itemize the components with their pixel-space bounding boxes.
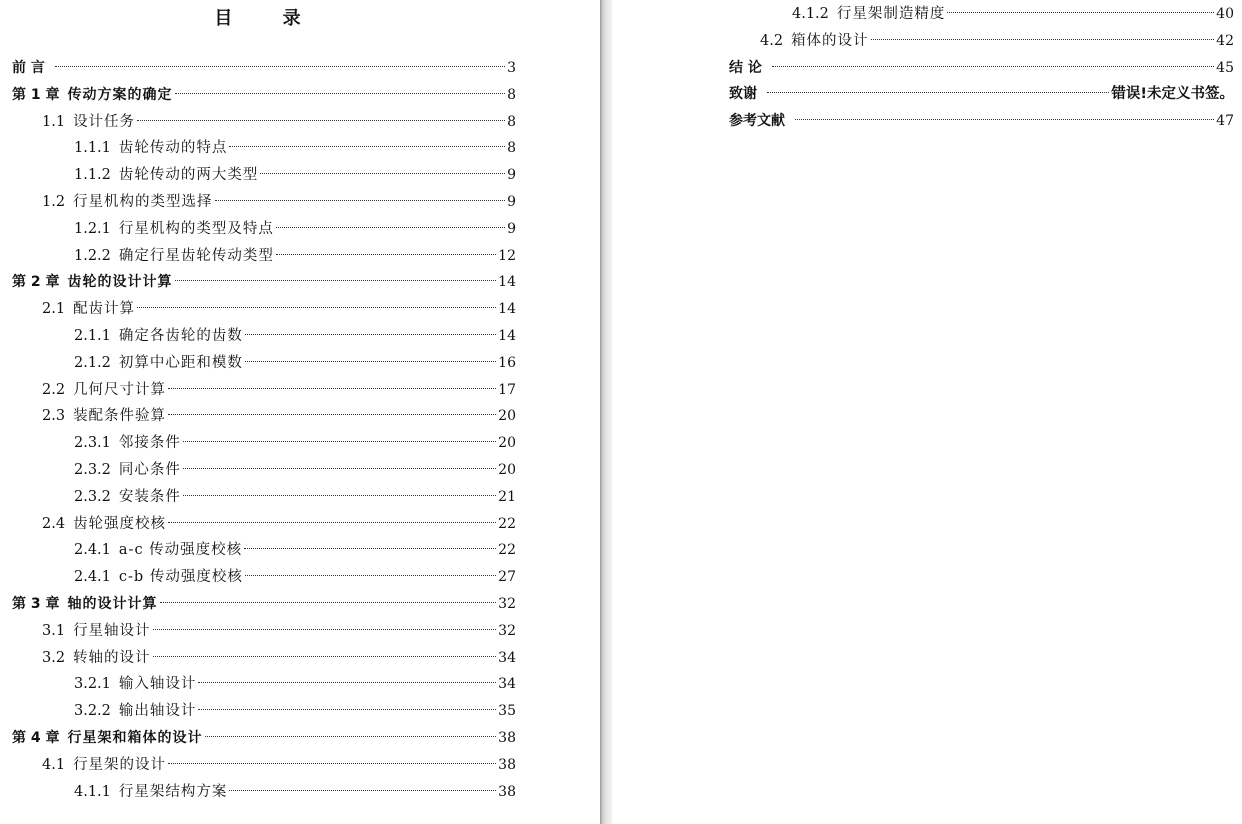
toc-dot-leader xyxy=(772,66,1214,67)
toc-entry-title: 确定行星齿轮传动类型 xyxy=(118,247,274,264)
toc-entry[interactable] xyxy=(12,109,516,136)
toc-entry-number: 2.3.1 xyxy=(74,435,111,452)
toc-dot-leader xyxy=(175,93,506,94)
toc-dot-leader xyxy=(245,334,496,335)
toc-entry-number: 2.2 xyxy=(42,381,66,398)
toc-page-number: 22 xyxy=(498,542,516,559)
toc-page-number: 17 xyxy=(498,381,516,398)
toc-page-number: 20 xyxy=(498,435,516,452)
toc-entry-title: a-c 传动强度校核 xyxy=(118,542,243,559)
toc-entry-title: 轴的设计计算 xyxy=(67,595,158,612)
toc-page-number: 21 xyxy=(498,488,516,505)
toc-page-number: 35 xyxy=(498,703,516,720)
toc-dot-leader xyxy=(795,119,1214,120)
toc-page-number: 14 xyxy=(498,327,516,344)
toc-dot-leader xyxy=(215,200,506,201)
toc-dot-leader xyxy=(137,120,505,121)
toc-entry-title: 行星架结构方案 xyxy=(118,783,228,800)
toc-entry-number: 1.2.1 xyxy=(74,220,111,237)
toc-entry[interactable] xyxy=(12,618,516,645)
toc-page-number: 38 xyxy=(498,729,516,746)
toc-page-number: 8 xyxy=(507,86,516,103)
toc-page-number: 34 xyxy=(498,676,516,693)
toc-entry-title: 箱体的设计 xyxy=(791,32,869,49)
toc-entry-title: 行星架和箱体的设计 xyxy=(67,729,203,746)
toc-entry[interactable] xyxy=(12,511,516,538)
toc-dot-leader xyxy=(245,575,496,576)
toc-entry[interactable] xyxy=(12,269,516,296)
toc-entry-title: 转轴的设计 xyxy=(73,649,151,666)
toc-entry-title: 行星架的设计 xyxy=(73,756,167,773)
toc-dot-leader xyxy=(276,254,496,255)
toc-dot-leader xyxy=(175,280,497,281)
toc-dot-leader xyxy=(229,146,505,147)
toc-entry[interactable] xyxy=(12,564,516,591)
toc-list-left xyxy=(12,55,516,805)
toc-entry-title: 邻接条件 xyxy=(118,435,181,452)
toc-entry-number: 4.1.1 xyxy=(74,783,111,800)
toc-entry-title: 齿轮的设计计算 xyxy=(67,274,173,291)
toc-entry[interactable] xyxy=(729,55,1234,82)
toc-entry[interactable] xyxy=(12,377,516,404)
toc-dot-leader xyxy=(183,468,496,469)
toc-page-error: 错误!未定义书签。 xyxy=(1111,86,1234,103)
toc-entry-number: 1.2.2 xyxy=(74,247,111,264)
toc-page-number: 38 xyxy=(498,783,516,800)
toc-page-number: 8 xyxy=(507,140,516,157)
toc-entry-number: 第 1 章 xyxy=(12,86,60,103)
toc-dot-leader xyxy=(198,709,496,710)
toc-entry-number: 第 4 章 xyxy=(12,729,60,746)
toc-dot-leader xyxy=(244,548,496,549)
toc-entry-number: 2.4 xyxy=(42,515,66,532)
toc-entry-number: 2.3.2 xyxy=(74,461,111,478)
toc-page-number: 32 xyxy=(498,595,516,612)
toc-entry[interactable] xyxy=(12,671,516,698)
toc-entry-title: 初算中心距和模数 xyxy=(118,354,243,371)
toc-entry[interactable] xyxy=(12,430,516,457)
toc-entry-title: 传动方案的确定 xyxy=(67,86,173,103)
toc-entry[interactable] xyxy=(12,323,516,350)
toc-entry-title: 确定各齿轮的齿数 xyxy=(118,327,243,344)
toc-entry[interactable] xyxy=(12,752,516,779)
toc-page-number: 32 xyxy=(498,622,516,639)
toc-dot-leader xyxy=(229,790,496,791)
toc-page-number: 12 xyxy=(498,247,516,264)
toc-entry[interactable] xyxy=(12,698,516,725)
toc-entry[interactable] xyxy=(12,162,516,189)
toc-dot-leader xyxy=(276,227,505,228)
toc-dot-leader xyxy=(871,39,1215,40)
toc-entry-title: 同心条件 xyxy=(118,461,181,478)
toc-dot-leader xyxy=(160,602,497,603)
toc-dot-leader xyxy=(168,414,496,415)
toc-page-number: 3 xyxy=(507,60,516,76)
toc-entry-number: 第 2 章 xyxy=(12,274,60,291)
toc-entry-number: 致谢 xyxy=(729,86,757,103)
toc-entry[interactable] xyxy=(12,591,516,618)
toc-entry[interactable] xyxy=(730,1,1234,28)
toc-entry-number: 1.1.1 xyxy=(74,140,111,157)
toc-dot-leader xyxy=(205,736,497,737)
toc-dot-leader xyxy=(767,92,1109,93)
toc-entry-number: 2.1.1 xyxy=(74,327,111,344)
page-gutter xyxy=(600,0,612,824)
toc-page-number: 22 xyxy=(498,515,516,532)
toc-title: 目 录 xyxy=(214,8,323,29)
toc-entry-title: 设计任务 xyxy=(73,113,136,130)
toc-entry-number: 结 论 xyxy=(729,59,762,76)
toc-dot-leader xyxy=(183,495,496,496)
toc-entry-title: 输入轴设计 xyxy=(118,676,197,693)
toc-entry[interactable] xyxy=(12,457,516,484)
toc-page-number: 9 xyxy=(507,220,516,237)
toc-entry[interactable] xyxy=(12,484,516,511)
toc-entry-number: 1.1.2 xyxy=(74,167,111,184)
toc-page-number: 16 xyxy=(498,354,516,371)
toc-entry-number: 2.3 xyxy=(42,408,66,425)
toc-entry[interactable] xyxy=(12,537,516,564)
toc-entry[interactable] xyxy=(12,779,516,806)
toc-dot-leader xyxy=(183,441,496,442)
toc-page-number: 47 xyxy=(1216,113,1234,130)
toc-entry-number: 1.1 xyxy=(42,113,66,130)
toc-entry[interactable] xyxy=(12,82,516,109)
toc-dot-leader xyxy=(260,173,505,174)
toc-entry-title: 装配条件验算 xyxy=(73,408,167,425)
toc-entry[interactable] xyxy=(12,216,516,243)
toc-page-right xyxy=(612,0,1242,824)
toc-page-number: 45 xyxy=(1216,59,1234,76)
toc-page-number: 20 xyxy=(498,461,516,478)
toc-page-number: 42 xyxy=(1216,32,1234,49)
toc-entry-title: 行星机构的类型及特点 xyxy=(118,220,274,237)
toc-dot-leader xyxy=(947,12,1214,13)
toc-entry-title: 行星架制造精度 xyxy=(836,6,946,22)
toc-entry[interactable] xyxy=(12,189,516,216)
toc-entry-number: 参考文献 xyxy=(729,113,785,130)
toc-entry-number: 第 3 章 xyxy=(12,595,60,612)
toc-entry-title: 几何尺寸计算 xyxy=(73,381,167,398)
toc-page-number: 14 xyxy=(498,274,516,291)
toc-entry-number: 4.1 xyxy=(42,756,66,773)
toc-dot-leader xyxy=(137,307,496,308)
toc-page-number: 20 xyxy=(498,408,516,425)
toc-dot-leader xyxy=(168,522,496,523)
toc-entry-title: 行星轴设计 xyxy=(73,622,151,639)
toc-list-right xyxy=(730,1,1234,135)
toc-entry-number: 前 言 xyxy=(12,60,45,76)
toc-dot-leader xyxy=(153,656,497,657)
toc-page-left xyxy=(0,0,600,824)
toc-entry-title: c-b 传动强度校核 xyxy=(118,569,243,586)
toc-entry-number: 3.2.1 xyxy=(74,676,111,693)
toc-entry-title: 齿轮传动的两大类型 xyxy=(118,167,259,184)
toc-entry-number: 2.4.1 xyxy=(74,542,111,559)
toc-dot-leader xyxy=(245,361,496,362)
toc-entry-number: 2.1.2 xyxy=(74,354,111,371)
toc-entry-number: 4.1.2 xyxy=(792,6,829,22)
toc-entry-number: 3.1 xyxy=(42,622,66,639)
toc-entry-title: 齿轮强度校核 xyxy=(73,515,167,532)
toc-entry-number: 4.2 xyxy=(760,32,784,49)
toc-entry-number: 1.2 xyxy=(42,193,66,210)
toc-entry[interactable] xyxy=(12,243,516,270)
toc-entry[interactable] xyxy=(12,350,516,377)
toc-entry[interactable] xyxy=(12,135,516,162)
toc-entry-title: 输出轴设计 xyxy=(118,703,197,720)
toc-entry-title: 配齿计算 xyxy=(73,301,136,318)
toc-page-number: 34 xyxy=(498,649,516,666)
toc-page-number: 38 xyxy=(498,756,516,773)
toc-entry[interactable] xyxy=(12,403,516,430)
toc-page-number: 9 xyxy=(507,193,516,210)
toc-entry-number: 2.3.2 xyxy=(74,488,111,505)
toc-entry[interactable] xyxy=(12,55,516,82)
toc-entry[interactable] xyxy=(12,645,516,672)
toc-entry[interactable] xyxy=(729,108,1234,135)
toc-page-number: 9 xyxy=(507,167,516,184)
toc-page-number: 27 xyxy=(498,569,516,586)
toc-entry-number: 3.2.2 xyxy=(74,703,111,720)
toc-page-number: 40 xyxy=(1216,6,1234,22)
toc-entry-number: 2.4.1 xyxy=(74,569,111,586)
toc-entry-title: 行星机构的类型选择 xyxy=(73,193,213,210)
toc-dot-leader xyxy=(198,682,496,683)
toc-dot-leader xyxy=(168,763,496,764)
toc-entry[interactable] xyxy=(12,725,516,752)
toc-entry-title: 安装条件 xyxy=(118,488,181,505)
toc-entry[interactable] xyxy=(729,81,1234,108)
toc-dot-leader xyxy=(153,629,497,630)
toc-entry-number: 2.1 xyxy=(42,301,66,318)
toc-entry-title: 齿轮传动的特点 xyxy=(118,140,228,157)
toc-entry-number: 3.2 xyxy=(42,649,66,666)
toc-entry[interactable] xyxy=(730,28,1234,55)
toc-page-number: 14 xyxy=(498,301,516,318)
toc-entry[interactable] xyxy=(12,296,516,323)
toc-dot-leader xyxy=(168,388,496,389)
toc-dot-leader xyxy=(55,66,505,67)
toc-page-number: 8 xyxy=(507,113,516,130)
